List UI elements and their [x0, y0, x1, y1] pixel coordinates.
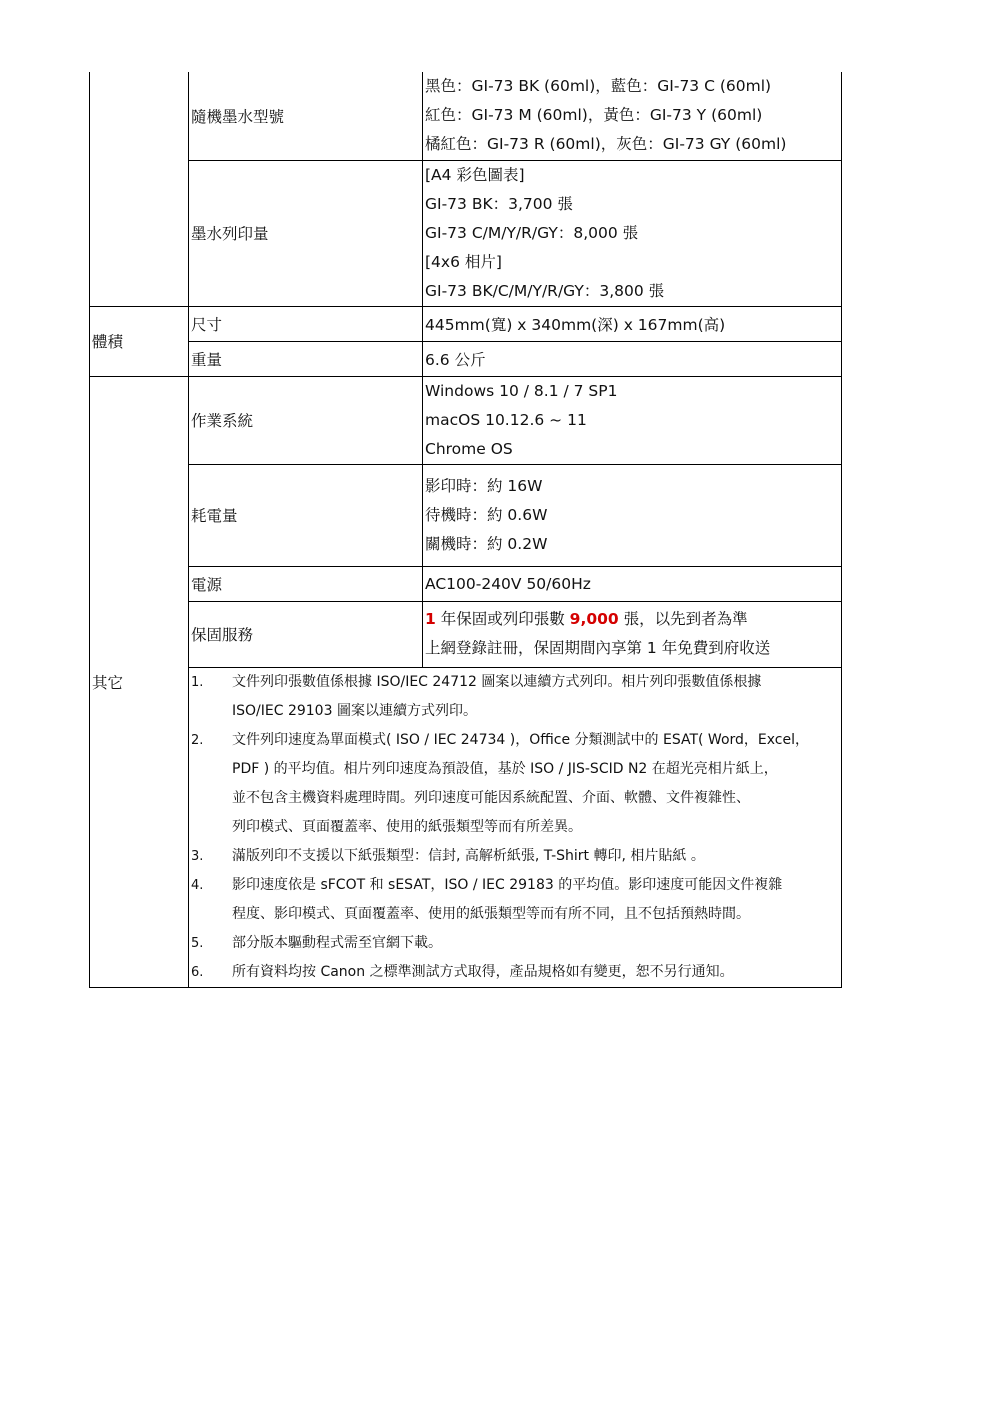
note-line: 文件列印速度為單面模式( ISO / IEC 24734 )，Office 分類測試中的 ESAT( Word，Excel，: [232, 731, 809, 748]
ink-category-cell: [90, 72, 189, 306]
note-line: 程度、影印模式、頁面覆蓋率、使用的紙張類型等而有所不同，且不包括預熱時間。: [232, 905, 750, 922]
power-line: 影印時：約 16W: [425, 476, 543, 495]
os-row: [90, 376, 842, 464]
power-consumption-label: 耗電量: [189, 464, 423, 566]
other-category: 其它: [90, 376, 189, 987]
notes-cell: [189, 667, 842, 987]
note-text: [232, 726, 839, 842]
warranty-label: 保固服務: [189, 601, 423, 667]
note-text: [232, 958, 839, 987]
ink-model-line: 紅色：GI-73 M (60ml)，黃色：GI-73 Y (60ml): [425, 106, 763, 125]
note-line: PDF ) 的平均值。相片列印速度為預設值，基於 ISO / JIS-SCID N2 在超光亮相片紙上，: [232, 760, 778, 777]
note-number: 1.: [191, 674, 204, 690]
note-number: 6.: [191, 964, 204, 980]
spec-table: [89, 72, 842, 988]
size-row: [90, 306, 842, 341]
note-number: 4.: [191, 877, 204, 893]
size-label: 尺寸: [189, 306, 423, 341]
warranty-years: 1: [425, 610, 436, 628]
warranty-pages: 9,000: [569, 610, 619, 628]
warranty-line-1: [425, 605, 839, 634]
os-line: macOS 10.12.6 ~ 11: [425, 410, 587, 429]
note-item: [191, 668, 839, 726]
note-item: [191, 842, 839, 871]
note-line: ISO/IEC 29103 圖案以連續方式列印。: [232, 702, 477, 719]
notes-list: [191, 668, 839, 987]
notes-row: [90, 667, 842, 987]
note-text: [232, 929, 839, 958]
note-line: 部分版本驅動程式需至官網下載。: [232, 934, 442, 951]
power-line: 關機時：約 0.2W: [425, 534, 548, 553]
ink-models-row: [90, 72, 842, 160]
os-label: 作業系統: [189, 376, 423, 464]
note-text: [232, 842, 839, 871]
power-supply-value: AC100-240V 50/60Hz: [423, 566, 842, 601]
ink-models-value: [423, 72, 842, 160]
ink-yield-line: GI-73 C/M/Y/R/GY：8,000 張: [425, 223, 639, 242]
note-number: 3.: [191, 848, 204, 864]
power-line: 待機時：約 0.6W: [425, 505, 548, 524]
weight-row: [90, 341, 842, 376]
note-number: 2.: [191, 732, 204, 748]
note-item: [191, 929, 839, 958]
power-consumption-row: [90, 464, 842, 566]
ink-yield-row: [90, 160, 842, 306]
note-item: [191, 726, 839, 842]
ink-models-label: 隨機墨水型號: [189, 72, 423, 160]
ink-yield-line: GI-73 BK：3,700 張: [425, 194, 573, 213]
warranty-row: [90, 601, 842, 667]
ink-yield-line: [A4 彩色圖表]: [425, 165, 525, 184]
warranty-mid-text: 年保固或列印張數: [435, 610, 570, 628]
size-value: 445mm(寬) x 340mm(深) x 167mm(高): [423, 306, 842, 341]
note-item: [191, 871, 839, 929]
power-consumption-value: [423, 464, 842, 566]
volume-category: 體積: [90, 306, 189, 376]
ink-yield-line: [4x6 相片]: [425, 252, 502, 271]
warranty-line-2: 上網登錄註冊，保固期間內享第 1 年免費到府收送: [425, 639, 771, 657]
note-line: 文件列印張數值係根據 ISO/IEC 24712 圖案以連續方式列印。相片列印張數值係根據: [232, 673, 762, 690]
power-supply-label: 電源: [189, 566, 423, 601]
ink-model-line: 黑色：GI-73 BK (60ml)，藍色：GI-73 C (60ml): [425, 77, 772, 96]
note-line: 所有資料均按 Canon 之標準測試方式取得，產品規格如有變更，恕不另行通知。: [232, 963, 734, 980]
note-text: [232, 668, 839, 726]
weight-value: 6.6 公斤: [423, 341, 842, 376]
ink-yield-value: [423, 160, 842, 306]
note-line: 並不包含主機資料處理時間。列印速度可能因系統配置、介面、軟體、文件複雜性、: [232, 789, 750, 806]
warranty-tail-text: 張，以先到者為準: [618, 610, 748, 628]
os-line: Windows 10 / 8.1 / 7 SP1: [425, 381, 618, 400]
note-line: 影印速度依是 sFCOT 和 sESAT，ISO / IEC 29183 的平均值。影印速度可能因文件複雜: [232, 876, 783, 893]
note-number: 5.: [191, 935, 204, 951]
os-line: Chrome OS: [425, 439, 513, 458]
warranty-value: [423, 601, 842, 667]
os-value: [423, 376, 842, 464]
note-line: 列印模式、頁面覆蓋率、使用的紙張類型等而有所差異。: [232, 818, 582, 835]
note-line: 滿版列印不支援以下紙張類型：信封, 高解析紙張, T-Shirt 轉印, 相片貼紙 。: [232, 847, 705, 864]
note-item: [191, 958, 839, 987]
power-supply-row: [90, 566, 842, 601]
note-text: [232, 871, 839, 929]
ink-yield-line: GI-73 BK/C/M/Y/R/GY：3,800 張: [425, 281, 665, 300]
ink-model-line: 橘紅色：GI-73 R (60ml)，灰色：GI-73 GY (60ml): [425, 135, 787, 154]
weight-label: 重量: [189, 341, 423, 376]
ink-yield-label: 墨水列印量: [189, 160, 423, 306]
